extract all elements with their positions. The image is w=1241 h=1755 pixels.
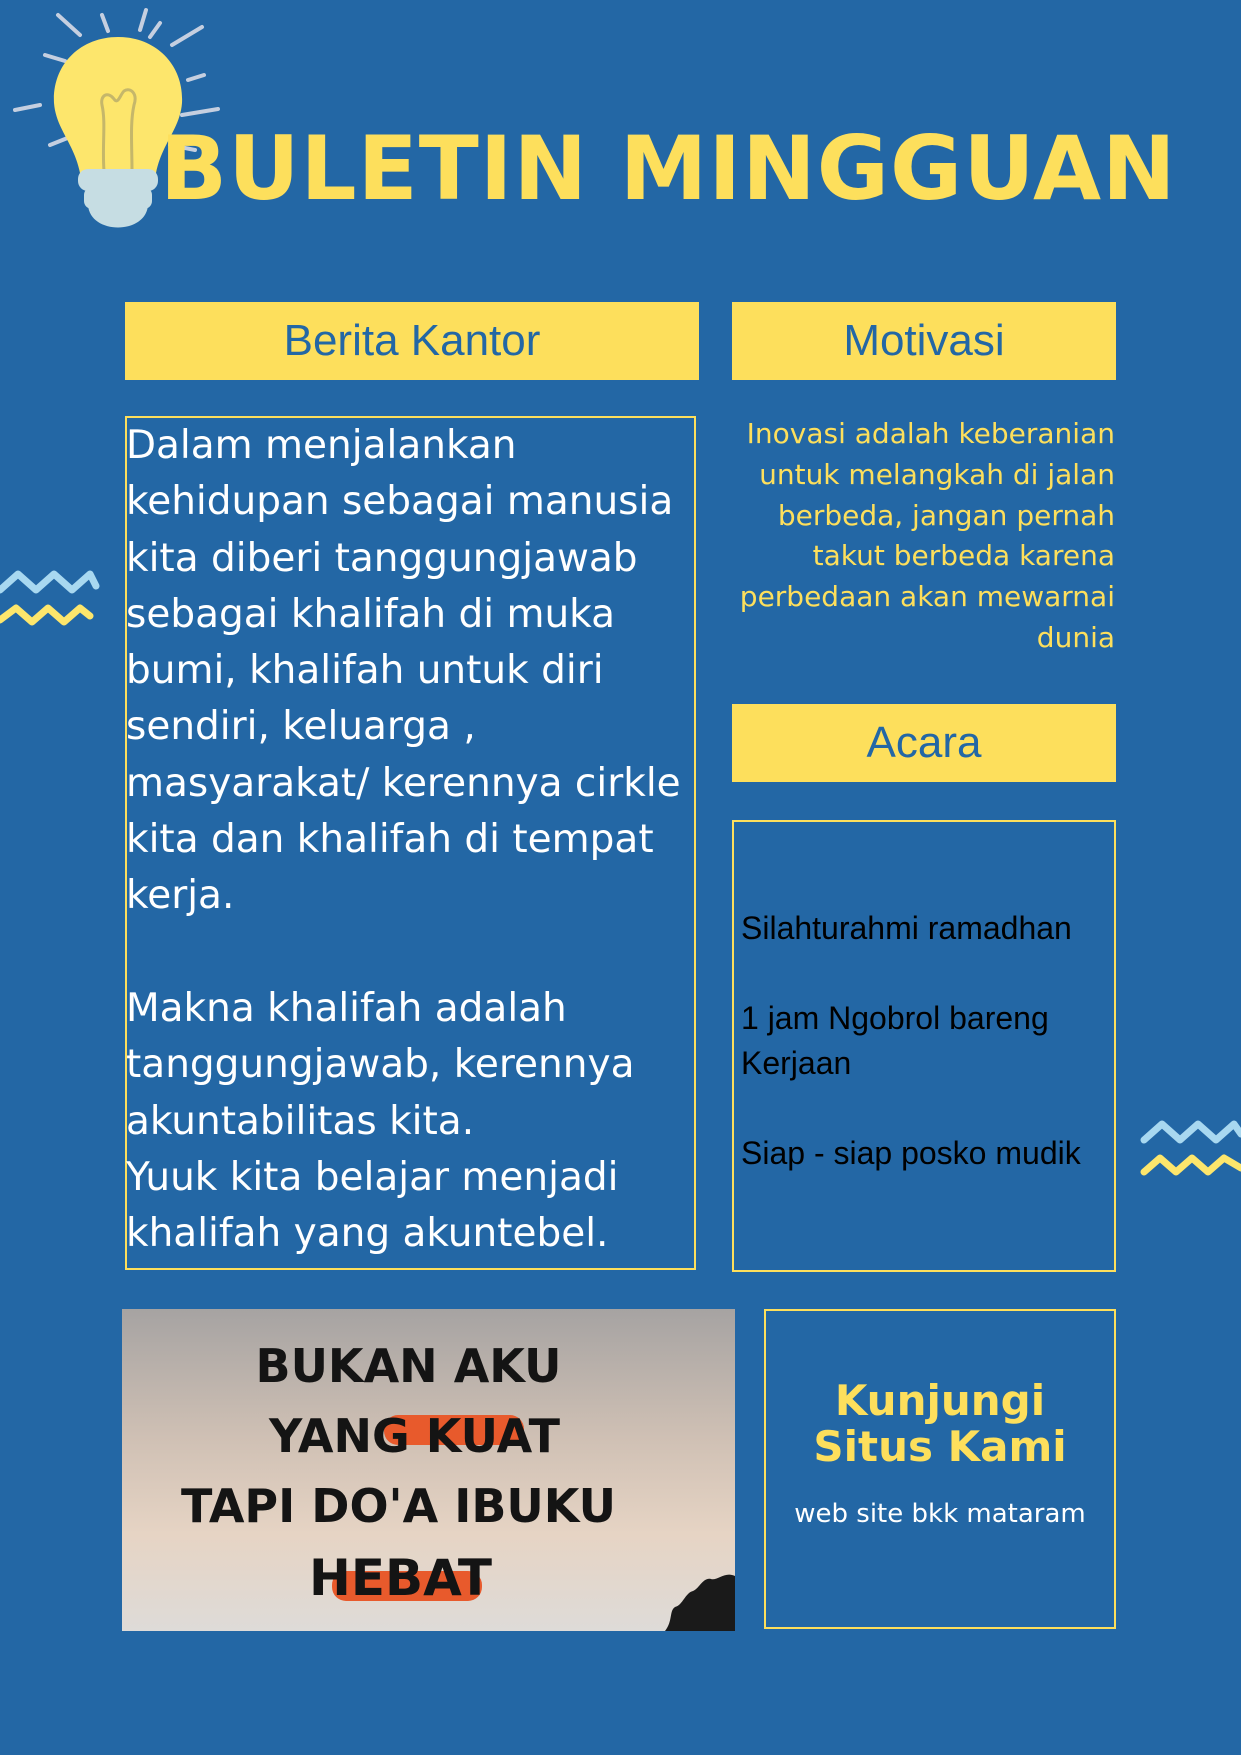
acara-list xyxy=(741,906,1111,1221)
acara-item: Siap - siap posko mudik xyxy=(741,1135,1081,1171)
berita-kantor-text: Dalam menjalankan kehidupan sebagai manusia kita diberi tanggungjawab sebagai khalifah di muka bumi, khalifah untuk diri sendiri, keluarga , masyarakat/ kerennya cirkle kita dan khalifah di tempat kerja. Makna khalifah adalah tanggungjawab, kerennya akuntabilitas kita. Yuuk kita belajar menjadi khalifah yang akuntebel. xyxy=(126,423,681,1257)
quote-photo xyxy=(122,1309,735,1631)
zigzag-right-icon xyxy=(1140,1110,1241,1190)
photo-line: HEBAT xyxy=(308,1549,493,1607)
page-title: BULETIN MINGGUAN xyxy=(160,117,1177,220)
acara-heading: Acara xyxy=(732,704,1116,782)
website-title xyxy=(766,1378,1114,1470)
acara-item: 1 jam Ngobrol bareng Kerjaan xyxy=(741,1000,1049,1081)
tree-silhouette xyxy=(665,1571,735,1631)
motivasi-quote: Inovasi adalah keberanian untuk melangkah di jalan berbeda, jangan pernah takut berbeda karena perbedaan akan mewarnai dunia xyxy=(739,417,1115,654)
photo-line: YANG KUAT xyxy=(269,1409,560,1463)
website-title-line: Situs Kami xyxy=(813,1422,1067,1471)
zigzag-left-icon xyxy=(0,560,100,640)
berita-kantor-heading: Berita Kantor xyxy=(125,302,699,380)
photo-line: TAPI DO'A IBUKU xyxy=(181,1479,616,1533)
website-link[interactable]: web site bkk mataram xyxy=(794,1499,1086,1529)
website-title-line: Kunjungi xyxy=(834,1376,1046,1425)
acara-item: Silahturahmi ramadhan xyxy=(741,910,1072,946)
motivasi-heading: Motivasi xyxy=(732,302,1116,380)
photo-line: BUKAN AKU xyxy=(255,1339,562,1393)
